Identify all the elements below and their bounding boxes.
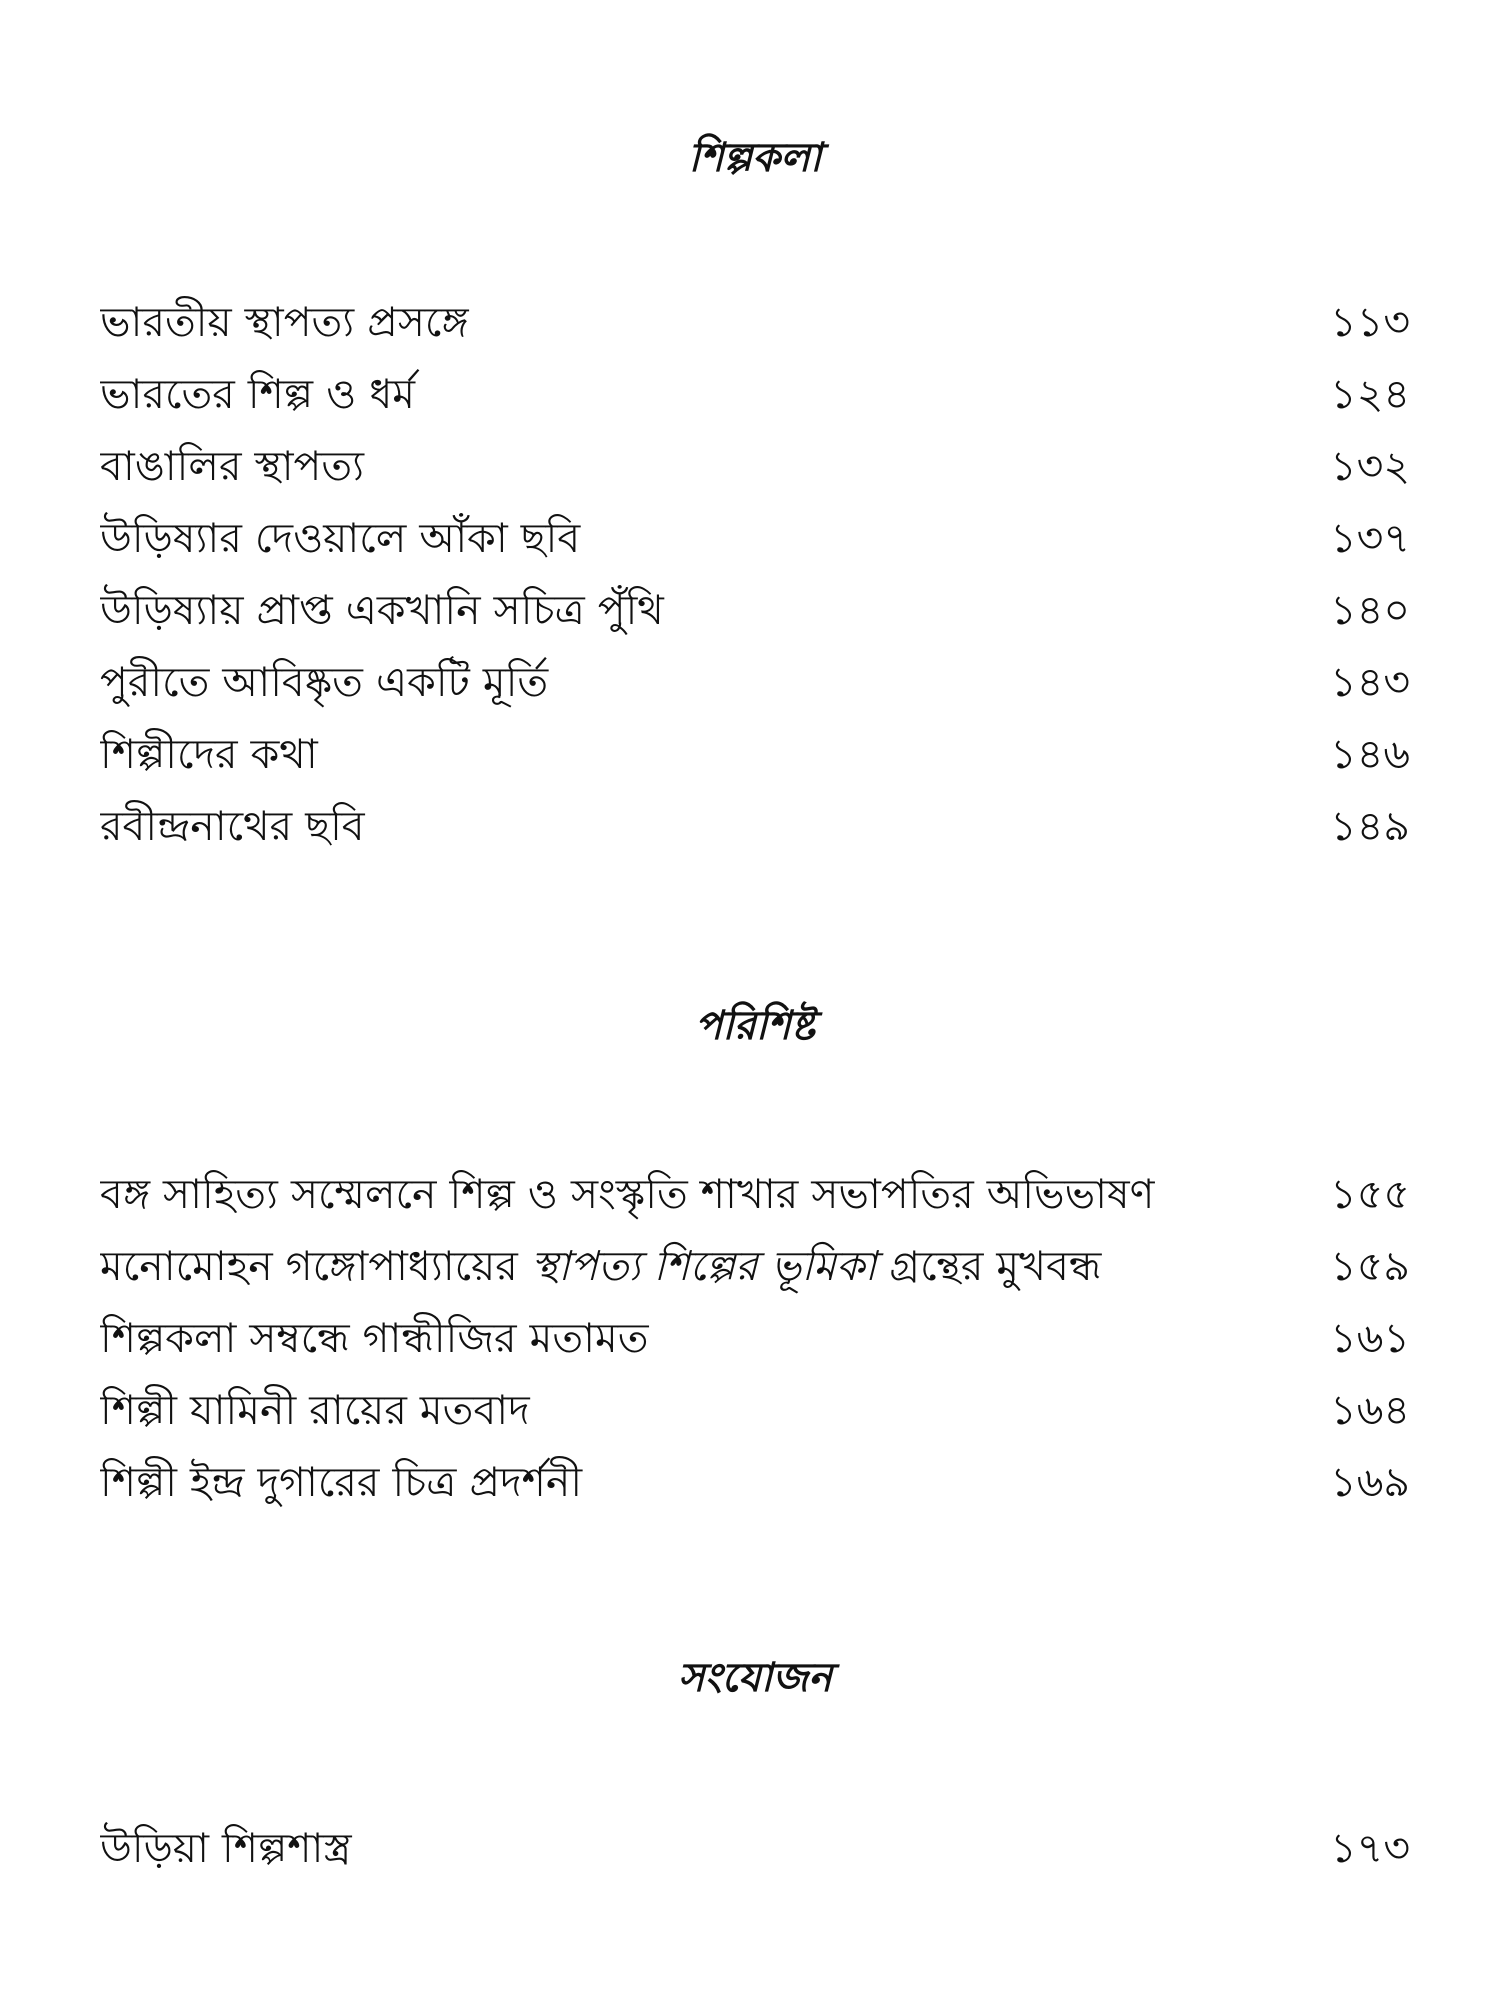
entry-title: বঙ্গ সাহিত্য সম্মেলনে শিল্প ও সংস্কৃতি শাখার সভাপতির অভিভাষণ xyxy=(100,1170,1155,1218)
toc-entry[interactable] xyxy=(100,1374,1410,1446)
toc-entry[interactable] xyxy=(100,790,1410,862)
entry-title-prefix: মনোমোহন গঙ্গোপাধ্যায়ের xyxy=(100,1242,531,1290)
toc-entry-list xyxy=(100,286,1410,862)
entry-page-number: ১৪৬ xyxy=(1330,730,1410,778)
entry-page-number: ১১৩ xyxy=(1330,298,1410,346)
toc-entry-list xyxy=(100,1812,1410,1884)
entry-title: বাঙালির স্থাপত্য xyxy=(100,442,365,490)
toc-entry[interactable] xyxy=(100,1812,1410,1884)
toc-entry[interactable] xyxy=(100,358,1410,430)
section-heading: সংযোজন xyxy=(677,1655,833,1701)
toc-section-shilpakala xyxy=(100,130,1410,862)
toc-entry-list xyxy=(100,1158,1410,1518)
entry-title: পুরীতে আবিষ্কৃত একটি মূর্তি xyxy=(100,658,549,706)
entry-title: শিল্পী যামিনী রায়ের মতবাদ xyxy=(100,1386,530,1434)
entry-title xyxy=(100,1230,1310,1302)
entry-page-number: ১৩৭ xyxy=(1330,514,1410,562)
section-heading: পরিশিষ্ট xyxy=(695,1003,815,1049)
toc-entry[interactable] xyxy=(100,502,1410,574)
entry-page-number: ১৪৯ xyxy=(1330,802,1410,850)
entry-title: উড়িষ্যার দেওয়ালে আঁকা ছবি xyxy=(100,514,581,562)
entry-title: উড়িয়া শিল্পশাস্ত্র xyxy=(100,1824,352,1872)
entry-title: ভারতের শিল্প ও ধর্ম xyxy=(100,370,416,418)
entry-page-number: ১৬৯ xyxy=(1330,1458,1410,1506)
toc-entry[interactable] xyxy=(100,430,1410,502)
entry-page-number: ১৬১ xyxy=(1330,1314,1410,1362)
entry-page-number: ১৪৩ xyxy=(1330,658,1410,706)
entry-page-number: ১৩২ xyxy=(1330,442,1410,490)
toc-section-sangjojan xyxy=(100,1650,1410,1884)
entry-page-number: ১৬৪ xyxy=(1330,1386,1410,1434)
entry-page-number: ১৫৫ xyxy=(1330,1170,1410,1218)
entry-title-book-name: স্থাপত্য শিল্পের ভূমিকা xyxy=(530,1242,877,1290)
entry-title: শিল্পী ইন্দ্র দুগারের চিত্র প্রদর্শনী xyxy=(100,1458,583,1506)
toc-entry[interactable] xyxy=(100,1446,1410,1518)
toc-entry[interactable] xyxy=(100,646,1410,718)
entry-title: রবীন্দ্রনাথের ছবি xyxy=(100,802,365,850)
toc-entry[interactable] xyxy=(100,1158,1410,1230)
entry-title: শিল্পীদের কথা xyxy=(100,730,318,778)
toc-entry[interactable] xyxy=(100,1230,1410,1302)
entry-page-number: ১৭৩ xyxy=(1330,1824,1410,1872)
entry-title: শিল্পকলা সম্বন্ধে গান্ধীজির মতামত xyxy=(100,1314,649,1362)
entry-title: উড়িষ্যায় প্রাপ্ত একখানি সচিত্র পুঁথি xyxy=(100,586,664,634)
entry-page-number: ১২৪ xyxy=(1330,370,1410,418)
entry-title-suffix: গ্রন্থের মুখবন্ধ xyxy=(876,1242,1102,1290)
entry-page-number: ১৫৯ xyxy=(1330,1242,1410,1290)
toc-entry[interactable] xyxy=(100,286,1410,358)
toc-section-parishishta xyxy=(100,998,1410,1518)
toc-entry[interactable] xyxy=(100,574,1410,646)
entry-title: ভারতীয় স্থাপত্য প্রসঙ্গে xyxy=(100,298,469,346)
entry-page-number: ১৪০ xyxy=(1330,586,1410,634)
section-heading: শিল্পকলা xyxy=(688,135,822,181)
toc-entry[interactable] xyxy=(100,1302,1410,1374)
toc-entry[interactable] xyxy=(100,718,1410,790)
